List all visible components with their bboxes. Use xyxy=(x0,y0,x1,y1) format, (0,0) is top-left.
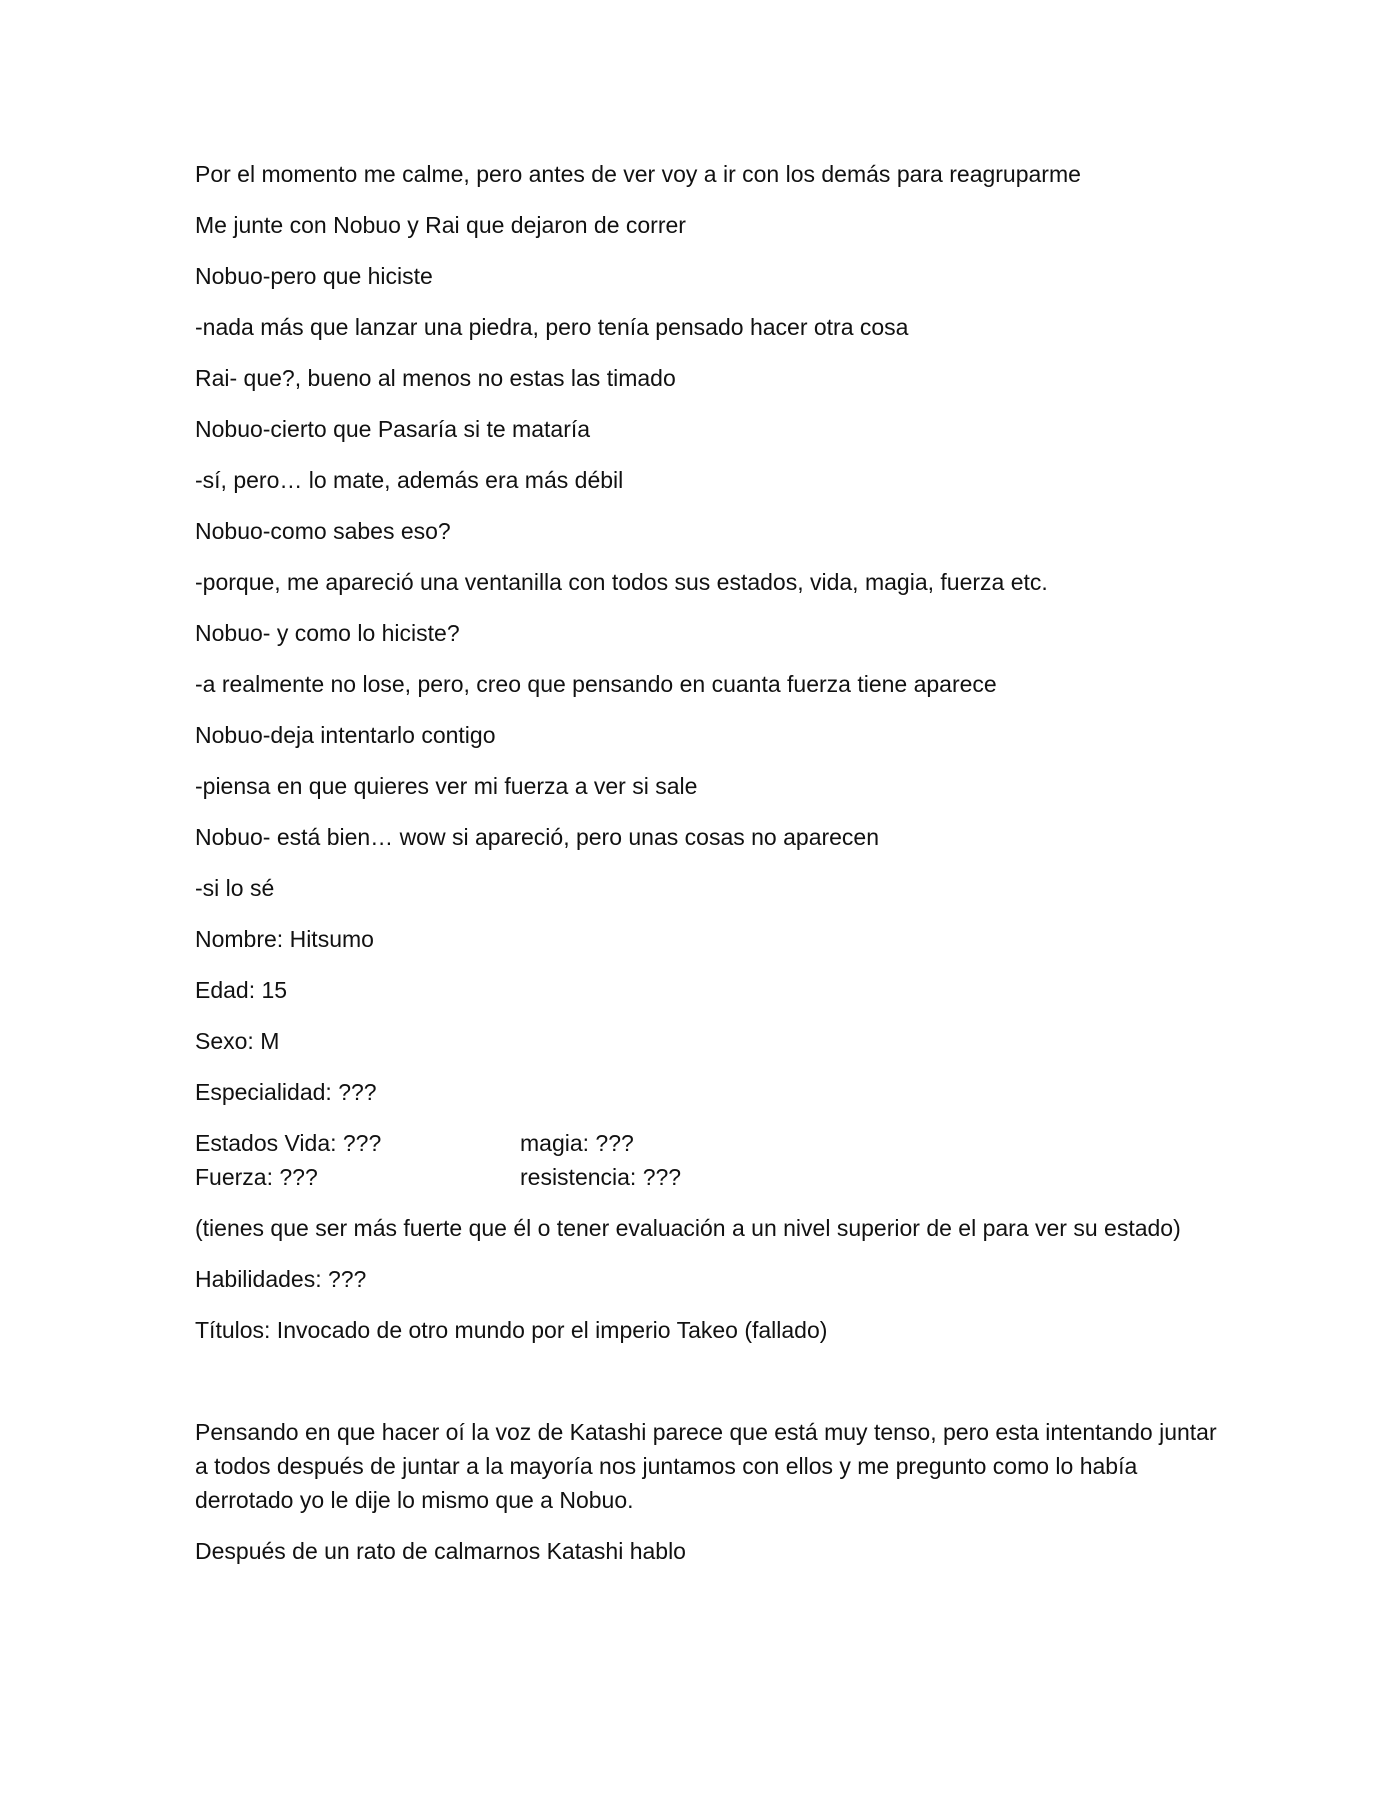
closing-paragraph: Pensando en que hacer oí la voz de Katashi parece que está muy tenso, pero esta intentando juntar a todos después de juntar a la mayoría nos juntamos con ellos y me pregunto como lo había derrotado yo le dije lo mismo que a Nobuo. xyxy=(195,1419,1217,1513)
status-skills: Habilidades: ??? xyxy=(195,1266,367,1292)
status-age: Edad: 15 xyxy=(195,977,288,1003)
dialogue-line: Nobuo-como sabes eso? xyxy=(195,518,451,544)
status-stats-table xyxy=(195,1126,1225,1194)
status-specialty: Especialidad: ??? xyxy=(195,1079,377,1105)
status-sex: Sexo: M xyxy=(195,1028,280,1054)
dialogue-line: -a realmente no lose, pero, creo que pensando en cuanta fuerza tiene aparece xyxy=(195,671,997,697)
dialogue-line: Nobuo-deja intentarlo contigo xyxy=(195,722,496,748)
dialogue-line: -si lo sé xyxy=(195,875,275,901)
dialogue-line: -porque, me apareció una ventanilla con todos sus estados, vida, magia, fuerza etc. xyxy=(195,569,1048,595)
stat-life: Estados Vida: ??? xyxy=(195,1130,382,1156)
dialogue-line: Rai- que?, bueno al menos no estas las timado xyxy=(195,365,676,391)
narration-line: Me junte con Nobuo y Rai que dejaron de correr xyxy=(195,212,686,238)
closing-line: Después de un rato de calmarnos Katashi hablo xyxy=(195,1538,686,1564)
document-body xyxy=(195,157,1225,1585)
stat-resistance: resistencia: ??? xyxy=(520,1164,682,1190)
dialogue-line: -piensa en que quieres ver mi fuerza a ver si sale xyxy=(195,773,698,799)
status-titles: Títulos: Invocado de otro mundo por el imperio Takeo (fallado) xyxy=(195,1317,828,1343)
status-note: (tienes que ser más fuerte que él o tener evaluación a un nivel superior de el para ver su estado) xyxy=(195,1215,1181,1241)
stat-magic: magia: ??? xyxy=(520,1130,634,1156)
narration-line: Por el momento me calme, pero antes de ver voy a ir con los demás para reagruparme xyxy=(195,161,1081,187)
stats-row xyxy=(195,1126,1225,1160)
paragraph-spacer xyxy=(195,1364,1225,1415)
dialogue-line: Nobuo-cierto que Pasaría si te mataría xyxy=(195,416,591,442)
dialogue-line: Nobuo- está bien… wow si apareció, pero unas cosas no aparecen xyxy=(195,824,880,850)
dialogue-line: -nada más que lanzar una piedra, pero tenía pensado hacer otra cosa xyxy=(195,314,909,340)
dialogue-line: -sí, pero… lo mate, además era más débil xyxy=(195,467,624,493)
status-name: Nombre: Hitsumo xyxy=(195,926,374,952)
stat-strength: Fuerza: ??? xyxy=(195,1164,318,1190)
dialogue-line: Nobuo- y como lo hiciste? xyxy=(195,620,460,646)
stats-row xyxy=(195,1160,1225,1194)
dialogue-line: Nobuo-pero que hiciste xyxy=(195,263,433,289)
